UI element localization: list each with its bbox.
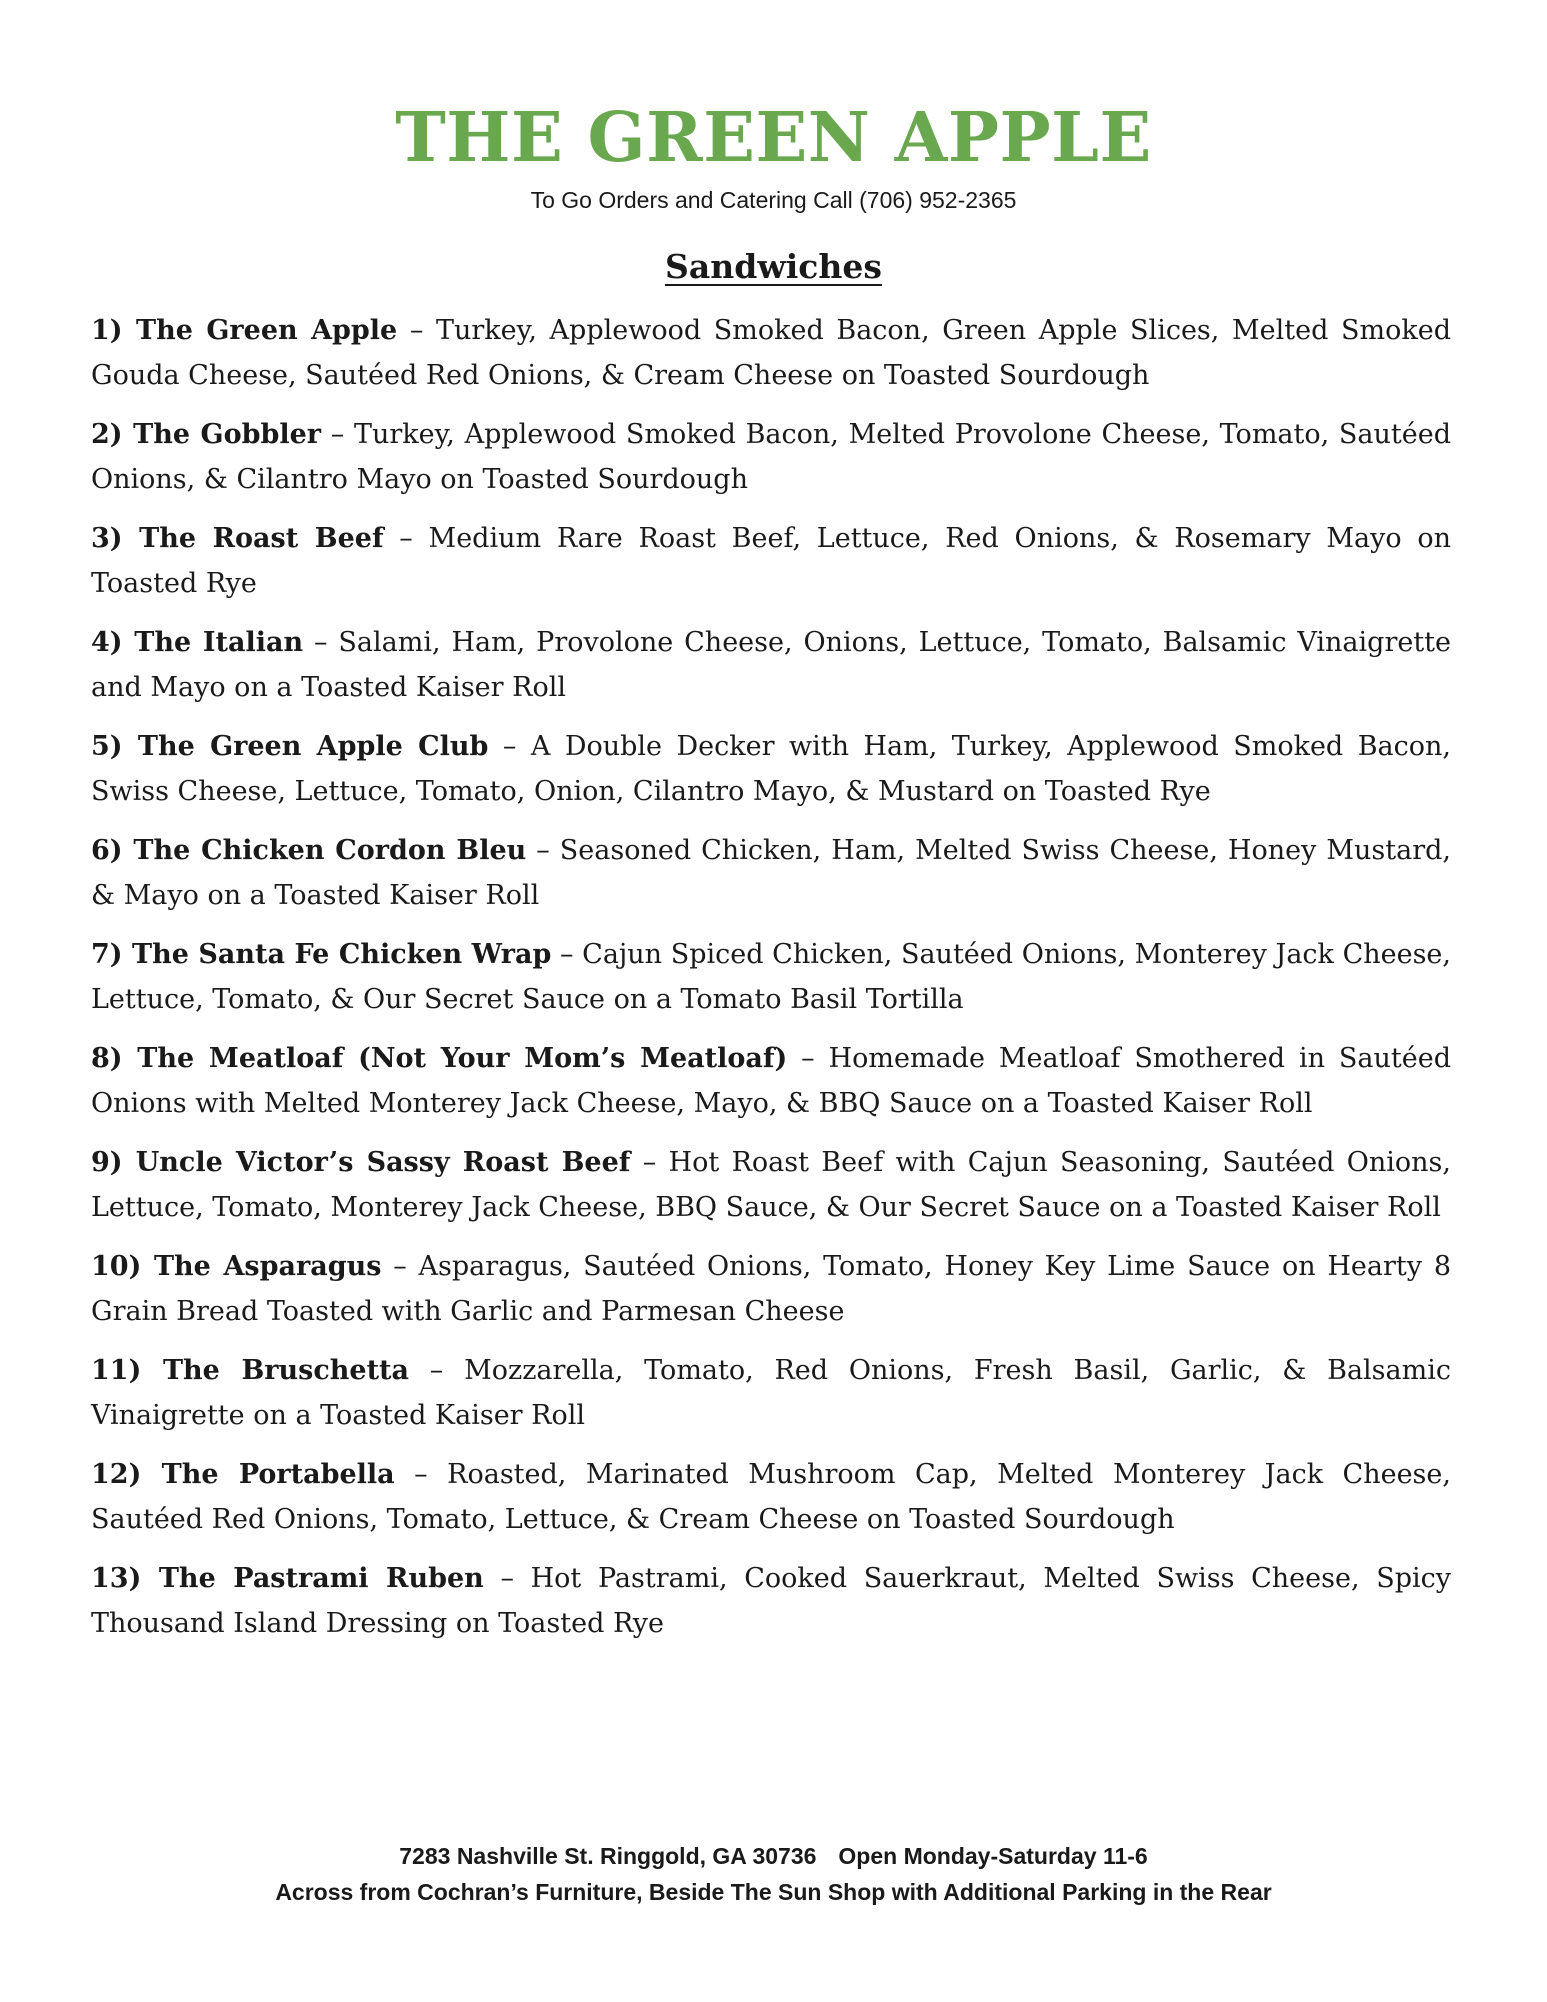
menu-item-name: 6) The Chicken Cordon Bleu	[91, 835, 527, 866]
menu-item-name: 8) The Meatloaf (Not Your Mom’s Meatloaf)	[91, 1043, 788, 1074]
menu-item	[91, 1244, 1451, 1334]
menu-item-name: 13) The Pastrami Ruben	[91, 1563, 484, 1594]
menu-item	[91, 1140, 1451, 1230]
brand-title: THE GREEN APPLE	[395, 98, 1152, 178]
menu-item	[91, 1348, 1451, 1438]
menu-item-name: 10) The Asparagus	[91, 1251, 382, 1282]
menu-item-name: 5) The Green Apple Club	[91, 731, 489, 762]
footer-hours: Open Monday-Saturday 11-6	[838, 1843, 1148, 1869]
menu-item-name: 9) Uncle Victor’s Sassy Roast Beef	[91, 1147, 631, 1178]
menu-item	[91, 1452, 1451, 1542]
menu-item	[91, 516, 1451, 606]
menu-item	[91, 724, 1451, 814]
menu-item-name: 12) The Portabella	[91, 1459, 395, 1490]
phone-line: To Go Orders and Catering Call (706) 952-2365	[530, 187, 1017, 213]
menu-item-name: 7) The Santa Fe Chicken Wrap	[91, 939, 552, 970]
menu-footer	[0, 1838, 1547, 1910]
footer-address: 7283 Nashville St. Ringgold, GA 30736	[399, 1843, 817, 1869]
menu-item-name: 4) The Italian	[91, 627, 304, 658]
section-title-sandwiches: Sandwiches	[665, 247, 882, 286]
menu-item-description: – Hot Pastrami, Cooked Sauerkraut, Melted Swiss Cheese, Spicy Thousand Island Dressing on Toasted Rye	[91, 1563, 1451, 1639]
menu-item	[91, 828, 1451, 918]
menu-item-description: – Cajun Spiced Chicken, Sautéed Onions, Monterey Jack Cheese, Lettuce, Tomato, & Our Secret Sauce on a Tomato Basil Tortilla	[91, 939, 1451, 1015]
menu-item	[91, 412, 1451, 502]
menu-item-description: – Hot Roast Beef with Cajun Seasoning, Sautéed Onions, Lettuce, Tomato, Monterey Jack Cheese, BBQ Sauce, & Our Secret Sauce on a Toasted Kaiser Roll	[91, 1147, 1451, 1223]
menu-item-name: 11) The Bruschetta	[91, 1355, 410, 1386]
menu-item-description: – Mozzarella, Tomato, Red Onions, Fresh Basil, Garlic, & Balsamic Vinaigrette on a Toasted Kaiser Roll	[91, 1355, 1451, 1431]
menu-item-description: – Roasted, Marinated Mushroom Cap, Melted Monterey Jack Cheese, Sautéed Red Onions, Tomato, Lettuce, & Cream Cheese on Toasted Sourdough	[91, 1459, 1451, 1535]
menu-item-description: – Asparagus, Sautéed Onions, Tomato, Honey Key Lime Sauce on Hearty 8 Grain Bread Toasted with Garlic and Parmesan Cheese	[91, 1251, 1451, 1327]
sandwich-list	[91, 308, 1451, 1660]
menu-item-description: – Seasoned Chicken, Ham, Melted Swiss Cheese, Honey Mustard, & Mayo on a Toasted Kaiser Roll	[91, 835, 1451, 911]
menu-item-name: 1) The Green Apple	[91, 315, 398, 346]
menu-header	[0, 92, 1547, 216]
footer-directions: Across from Cochran’s Furniture, Beside The Sun Shop with Additional Parking in the Rear	[275, 1879, 1272, 1905]
menu-item	[91, 932, 1451, 1022]
menu-item	[91, 1556, 1451, 1646]
menu-item	[91, 1036, 1451, 1126]
menu-item-name: 3) The Roast Beef	[91, 523, 384, 554]
menu-item-description: – Homemade Meatloaf Smothered in Sautéed Onions with Melted Monterey Jack Cheese, Mayo, & BBQ Sauce on a Toasted Kaiser Roll	[91, 1043, 1451, 1119]
menu-item-description: – Turkey, Applewood Smoked Bacon, Melted Provolone Cheese, Tomato, Sautéed Onions, & Cilantro Mayo on Toasted Sourdough	[91, 419, 1451, 495]
menu-item-description: – Salami, Ham, Provolone Cheese, Onions, Lettuce, Tomato, Balsamic Vinaigrette and Mayo on a Toasted Kaiser Roll	[91, 627, 1452, 703]
menu-item	[91, 620, 1451, 710]
menu-item	[91, 308, 1451, 398]
menu-item-description: – A Double Decker with Ham, Turkey, Applewood Smoked Bacon, Swiss Cheese, Lettuce, Tomato, Onion, Cilantro Mayo, & Mustard on Toasted Rye	[91, 731, 1451, 807]
menu-item-name: 2) The Gobbler	[91, 419, 322, 450]
menu-item-description: – Medium Rare Roast Beef, Lettuce, Red Onions, & Rosemary Mayo on Toasted Rye	[91, 523, 1451, 599]
footer-address-line	[0, 1838, 1547, 1874]
menu-item-description: – Turkey, Applewood Smoked Bacon, Green Apple Slices, Melted Smoked Gouda Cheese, Sautéed Red Onions, & Cream Cheese on Toasted Sourdough	[91, 315, 1451, 391]
